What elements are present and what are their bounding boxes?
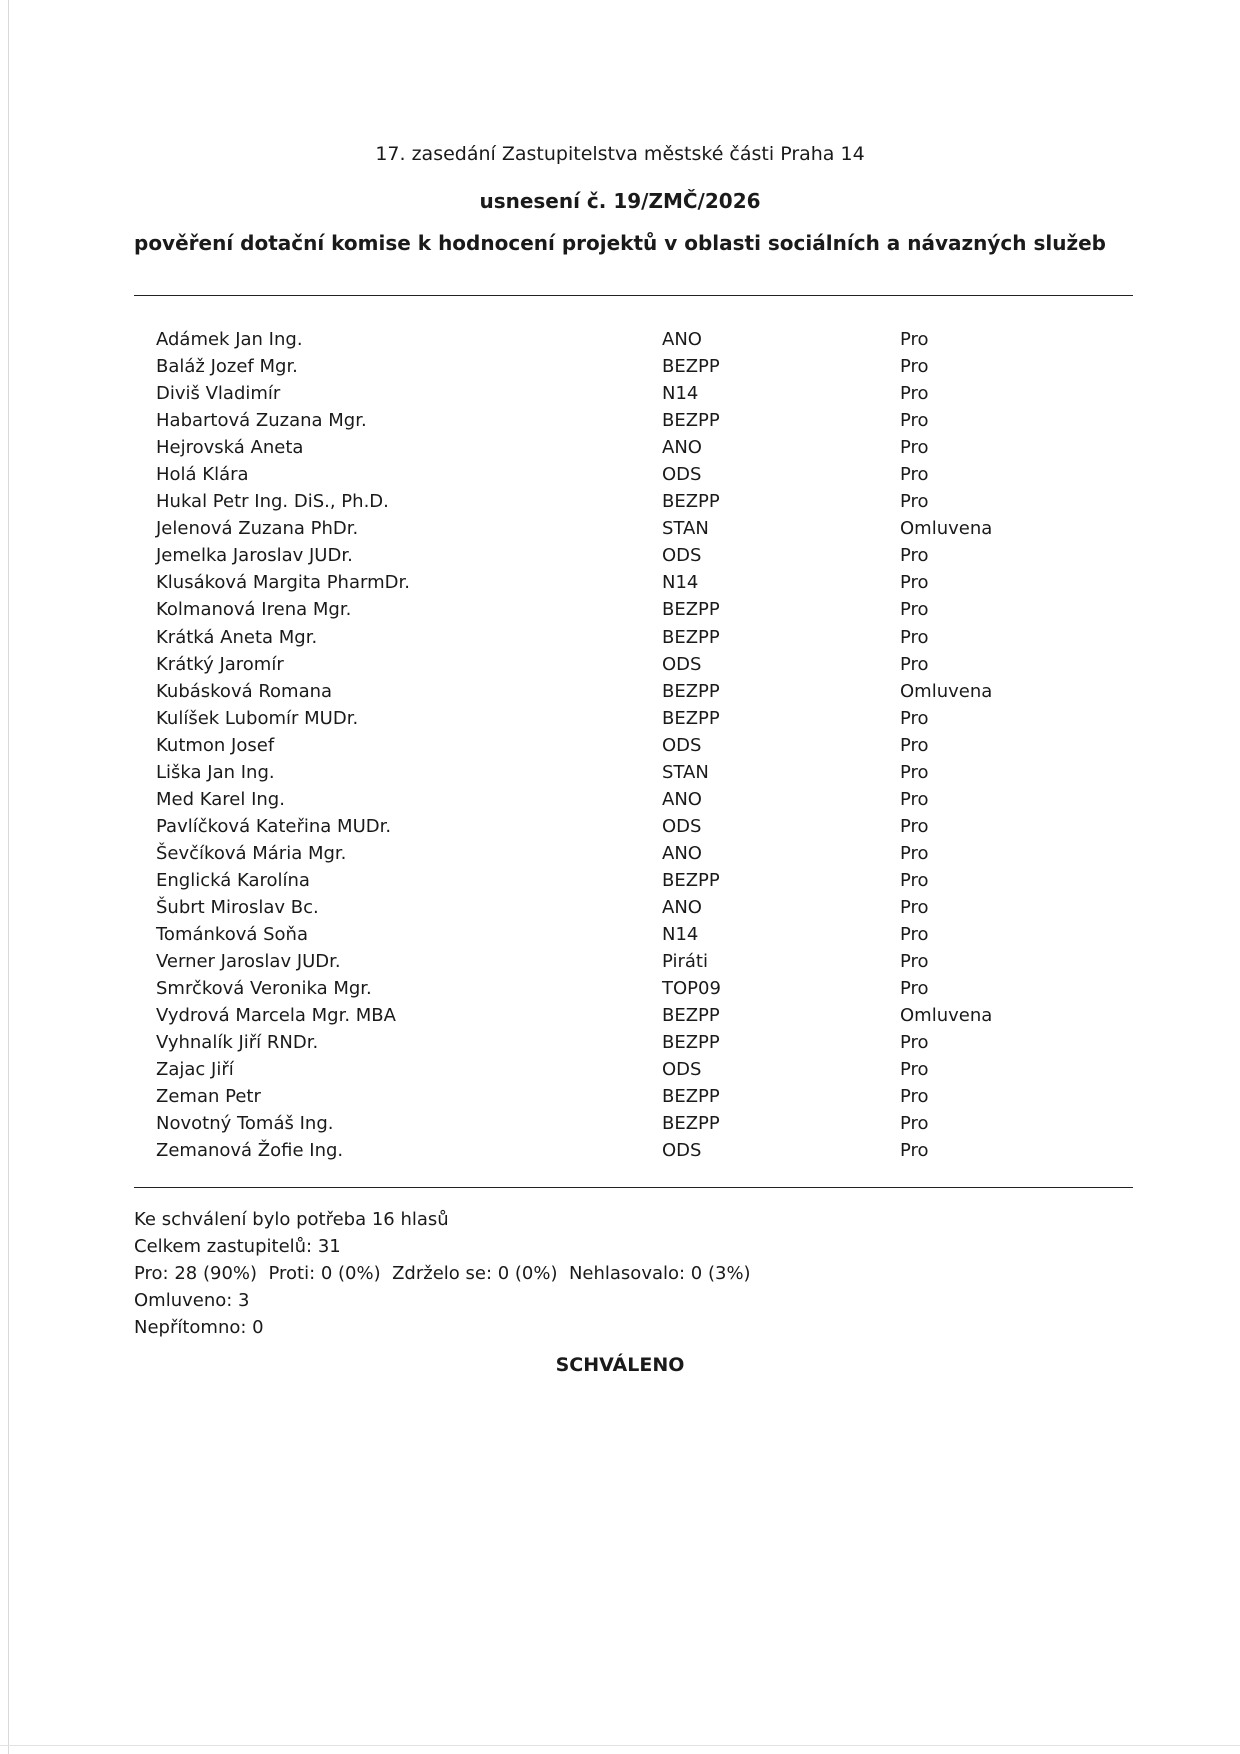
member-name: Vyhnalík Jiří RNDr. [156,1032,319,1054]
member-name: Klusáková Margita PharmDr. [156,572,410,594]
member-name: Zemanová Žofie Ing. [156,1140,344,1162]
member-vote: Pro [900,1086,929,1108]
member-vote: Pro [900,572,929,594]
scan-edge-bottom [0,1745,1240,1746]
summary-tally: Pro: 28 (90%) Proti: 0 (0%) Zdrželo se: 0 (0%) Nehlasovalo: 0 (3%) [134,1263,751,1284]
member-name: Kutmon Josef [156,734,275,756]
member-vote: Omluvena [900,1005,993,1027]
member-vote: Pro [900,788,929,810]
member-name: Diviš Vladimír [156,383,281,405]
vote-table [156,326,1056,1164]
member-party: BEZPP [662,680,720,702]
member-vote: Pro [900,896,929,918]
member-name: Jelenová Zuzana PhDr. [156,518,359,540]
member-party: BEZPP [662,869,720,891]
resolution-number: usnesení č. 19/ZMČ/2026 [479,189,761,213]
vote-row [156,515,1056,542]
vote-row [156,678,1056,705]
member-name: Ševčíková Mária Mgr. [156,842,347,864]
session-title: 17. zasedání Zastupitelstva městské části Praha 14 [375,143,865,165]
vote-row [156,380,1056,407]
member-name: Šubrt Miroslav Bc. [156,896,319,918]
member-name: Englická Karolína [156,869,310,891]
vote-row [156,569,1056,596]
member-party: BEZPP [662,410,720,432]
member-vote: Omluvena [900,680,993,702]
top-divider [134,295,1133,296]
member-party: ANO [662,842,702,864]
member-party: STAN [662,518,709,540]
summary-required: Ke schválení bylo potřeba 16 hlasů [134,1209,449,1230]
member-name: Tománková Soňa [156,924,308,946]
summary-absent: Nepřítomno: 0 [134,1317,264,1338]
vote-row [156,867,1056,894]
member-party: BEZPP [662,491,720,513]
vote-row [156,407,1056,434]
vote-summary [134,1206,751,1341]
member-party: TOP09 [662,978,721,1000]
member-party: BEZPP [662,599,720,621]
member-vote: Pro [900,1032,929,1054]
member-name: Adámek Jan Ing. [156,329,303,350]
member-party: Piráti [662,951,708,973]
member-vote: Pro [900,329,929,350]
vote-row [156,624,1056,651]
member-name: Kulíšek Lubomír MUDr. [156,707,359,729]
member-name: Liška Jan Ing. [156,761,275,783]
member-vote: Pro [900,599,929,621]
vote-row [156,542,1056,569]
member-vote: Pro [900,842,929,864]
vote-row [156,948,1056,975]
member-party: STAN [662,761,709,783]
member-name: Zeman Petr [156,1086,261,1108]
vote-row [156,732,1056,759]
bottom-divider [134,1187,1133,1188]
member-party: ODS [662,464,702,486]
member-name: Novotný Tomáš Ing. [156,1113,334,1135]
vote-row [156,975,1056,1002]
member-vote: Pro [900,383,929,405]
member-name: Kubásková Romana [156,680,333,702]
vote-row [156,596,1056,623]
member-vote: Pro [900,815,929,837]
member-party: BEZPP [662,1086,720,1108]
member-vote: Pro [900,869,929,891]
member-party: N14 [662,924,699,946]
member-name: Med Karel Ing. [156,788,285,810]
member-party: ODS [662,1059,702,1081]
vote-row [156,840,1056,867]
member-vote: Omluvena [900,518,993,540]
member-vote: Pro [900,437,929,459]
member-name: Habartová Zuzana Mgr. [156,410,367,432]
vote-row [156,1137,1056,1164]
vote-row [156,434,1056,461]
vote-row [156,651,1056,678]
member-name: Kolmanová Irena Mgr. [156,599,352,621]
member-party: ODS [662,734,702,756]
member-vote: Pro [900,545,929,567]
member-vote: Pro [900,653,929,675]
member-party: BEZPP [662,1032,720,1054]
vote-row [156,1056,1056,1083]
scan-edge-left [8,0,9,1754]
vote-row [156,1029,1056,1056]
vote-row [156,488,1056,515]
member-party: N14 [662,572,699,594]
vote-row [156,921,1056,948]
member-party: ANO [662,788,702,810]
member-name: Krátký Jaromír [156,653,284,675]
vote-row [156,1002,1056,1029]
member-vote: Pro [900,951,929,973]
member-name: Baláž Jozef Mgr. [156,356,298,378]
member-vote: Pro [900,707,929,729]
member-party: BEZPP [662,1005,720,1027]
member-vote: Pro [900,1140,929,1162]
member-party: BEZPP [662,356,720,378]
summary-excused: Omluveno: 3 [134,1290,250,1311]
member-name: Hejrovská Aneta [156,437,304,459]
member-name: Zajac Jiří [156,1059,234,1081]
vote-row [156,786,1056,813]
member-party: ODS [662,545,702,567]
member-party: ODS [662,1140,702,1162]
vote-row [156,705,1056,732]
vote-row [156,326,1056,353]
verdict: SCHVÁLENO [555,1354,685,1376]
member-party: ODS [662,815,702,837]
member-name: Hukal Petr Ing. DiS., Ph.D. [156,491,389,513]
member-party: BEZPP [662,707,720,729]
member-name: Holá Klára [156,464,249,486]
vote-row [156,1083,1056,1110]
member-vote: Pro [900,734,929,756]
vote-row [156,1110,1056,1137]
summary-total: Celkem zastupitelů: 31 [134,1236,341,1257]
member-name: Vydrová Marcela Mgr. MBA [156,1005,396,1027]
member-party: BEZPP [662,1113,720,1135]
member-vote: Pro [900,356,929,378]
member-vote: Pro [900,978,929,1000]
vote-row [156,813,1056,840]
member-name: Pavlíčková Kateřina MUDr. [156,815,392,837]
vote-row [156,461,1056,488]
member-name: Jemelka Jaroslav JUDr. [156,545,353,567]
member-name: Verner Jaroslav JUDr. [156,951,341,973]
member-party: ODS [662,653,702,675]
member-party: N14 [662,383,699,405]
resolution-subject: pověření dotační komise k hodnocení projektů v oblasti sociálních a návazných služeb [134,231,1106,255]
vote-row [156,759,1056,786]
member-vote: Pro [900,1059,929,1081]
member-name: Krátká Aneta Mgr. [156,626,318,648]
vote-row [156,353,1056,380]
member-vote: Pro [900,491,929,513]
member-name: Smrčková Veronika Mgr. [156,978,372,1000]
member-vote: Pro [900,410,929,432]
member-vote: Pro [900,924,929,946]
member-vote: Pro [900,761,929,783]
member-vote: Pro [900,1113,929,1135]
member-party: ANO [662,896,702,918]
member-vote: Pro [900,464,929,486]
member-party: BEZPP [662,626,720,648]
member-vote: Pro [900,626,929,648]
member-party: ANO [662,329,702,350]
member-party: ANO [662,437,702,459]
vote-row [156,894,1056,921]
